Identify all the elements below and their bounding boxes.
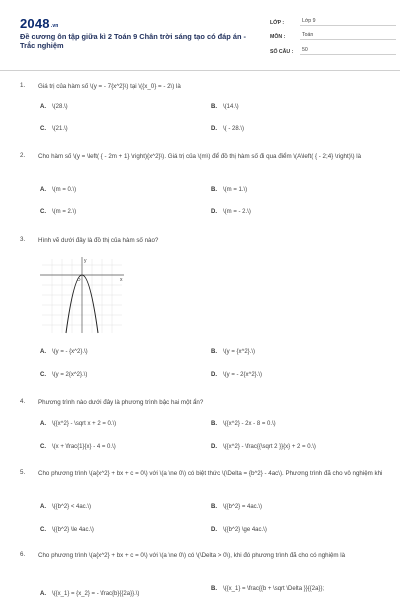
option-letter: B. [211, 104, 217, 110]
meta-value: 50 [300, 47, 396, 55]
origin-label: O [77, 277, 81, 282]
meta-label: MÔN : [270, 34, 286, 40]
parabola-graph [38, 255, 126, 335]
question-number: 6. [20, 551, 26, 558]
option-text: \(m = 1.\) [223, 187, 248, 193]
option-text: \({x^2} - 2x - 8 = 0.\) [223, 421, 276, 427]
option-a[interactable] [40, 104, 68, 110]
option-letter: A. [40, 187, 46, 193]
option-c[interactable] [40, 527, 94, 533]
option-a[interactable] [40, 349, 88, 355]
option-letter: B. [211, 187, 217, 193]
question-number: 4. [20, 398, 26, 405]
option-text: \(m = 2.\) [52, 209, 77, 215]
logo-text: 2048 [20, 16, 50, 31]
document-meta [270, 14, 396, 58]
option-text: \(21.\) [52, 126, 68, 132]
option-text: \({b^2} < 4ac.\) [52, 504, 92, 510]
option-text: \({x^2} - \sqrt x + 2 = 0.\) [52, 421, 117, 427]
question-number: 3. [20, 236, 26, 243]
option-a[interactable] [40, 504, 91, 510]
option-text: \(y = 2{x^2}.\) [52, 372, 88, 378]
option-letter: B. [211, 586, 217, 592]
y-axis-label: y [84, 258, 87, 264]
meta-label: LỚP : [270, 19, 285, 26]
option-text: \(y = {x^2}.\) [223, 349, 255, 355]
option-letter: A. [40, 421, 46, 427]
option-b[interactable] [211, 349, 255, 355]
option-a[interactable] [40, 591, 139, 597]
option-b[interactable] [211, 504, 262, 510]
option-text: \(x + \frac{1}{x} - 4 = 0.\) [52, 444, 116, 450]
option-letter: D. [211, 126, 217, 132]
option-c[interactable] [40, 209, 76, 215]
option-b[interactable] [211, 586, 324, 592]
option-text: \(y = - {x^2}.\) [52, 349, 88, 355]
question-text: Cho phương trình \(a{x^2} + bx + c = 0\) với \(a \ne 0\) có \(\Delta > 0\), khi đó phương trình đã cho có nghiệm là [38, 552, 346, 559]
meta-row-count [270, 43, 396, 55]
option-letter: C. [40, 444, 46, 450]
option-text: \({x_1} = \frac{{b + \sqrt \Delta }}{{2a}}; [223, 586, 325, 592]
x-axis-label: x [120, 277, 123, 283]
question-number: 1. [20, 82, 26, 89]
option-letter: C. [40, 126, 46, 132]
meta-value: Toán [300, 32, 396, 40]
option-letter: D. [211, 527, 217, 533]
option-b[interactable] [211, 187, 247, 193]
option-letter: A. [40, 349, 46, 355]
option-text: \({b^2} \ge 4ac.\) [223, 527, 267, 533]
meta-value: Lớp 9 [300, 18, 396, 26]
question-number: 2. [20, 152, 26, 159]
option-d[interactable] [211, 209, 251, 215]
option-text: \(28.\) [52, 104, 68, 110]
option-d[interactable] [211, 527, 267, 533]
option-letter: A. [40, 104, 46, 110]
document-title: Đề cương ôn tập giữa kì 2 Toán 9 Chân trời sáng tạo có đáp án - Trắc nghiệm [20, 32, 246, 50]
option-letter: B. [211, 349, 217, 355]
option-letter: D. [211, 209, 217, 215]
option-a[interactable] [40, 187, 76, 193]
option-letter: C. [40, 209, 46, 215]
option-c[interactable] [40, 372, 87, 378]
option-letter: A. [40, 591, 46, 597]
option-letter: D. [211, 444, 217, 450]
option-text: \({x_1} = {x_2} = - \frac{b}{{2a}}.\) [52, 591, 140, 597]
option-d[interactable] [211, 372, 262, 378]
option-letter: A. [40, 504, 46, 510]
question-text: Giá trị của hàm số \(y = - 7{x^2}\) tại \({x_0} = - 2\) là [38, 83, 181, 90]
option-text: \({b^2} = 4ac.\) [223, 504, 263, 510]
logo-suffix: .vn [50, 23, 59, 29]
option-a[interactable] [40, 421, 116, 427]
option-letter: B. [211, 421, 217, 427]
option-text: \( - 28.\) [223, 126, 245, 132]
document-header [18, 12, 382, 60]
meta-row-subject [270, 29, 396, 41]
option-b[interactable] [211, 421, 276, 427]
option-letter: D. [211, 372, 217, 378]
question-number: 5. [20, 469, 26, 476]
header-divider [0, 70, 400, 71]
meta-row-class [270, 14, 396, 26]
option-d[interactable] [211, 444, 316, 450]
question-text: Cho hàm số \(y = \left( { - 2m + 1} \right){x^2}\). Giá trị của \(m\) để đồ thị hàm số đi qua điểm \(A\left( { - 2;4} \right)\) là [38, 153, 362, 160]
meta-label: SỐ CÂU : [270, 48, 294, 55]
option-text: \(y = - 2{x^2}.\) [223, 372, 262, 378]
option-text: \({x^2} - \frac{{\sqrt 2 }}{x} + 2 = 0.\) [223, 444, 316, 450]
option-c[interactable] [40, 444, 116, 450]
option-b[interactable] [211, 104, 239, 110]
question-text: Hình vẽ dưới đây là đồ thị của hàm số nào? [38, 237, 159, 244]
option-letter: C. [40, 527, 46, 533]
option-text: \({b^2} \le 4ac.\) [52, 527, 94, 533]
option-text: \(m = - 2.\) [223, 209, 251, 215]
option-letter: B. [211, 504, 217, 510]
option-letter: C. [40, 372, 46, 378]
question-text: Cho phương trình \(a{x^2} + bx + c = 0\) với \(a \ne 0\) có biệt thức \(\Delta = {b^2} - 4ac\). Phương trình đã cho vô nghiệm khi [38, 470, 383, 477]
option-text: \(14.\) [223, 104, 239, 110]
site-logo[interactable] [20, 16, 59, 31]
option-text: \(m = 0.\) [52, 187, 77, 193]
option-c[interactable] [40, 126, 68, 132]
question-text: Phương trình nào dưới đây là phương trình bậc hai một ẩn? [38, 399, 204, 406]
option-d[interactable] [211, 126, 244, 132]
